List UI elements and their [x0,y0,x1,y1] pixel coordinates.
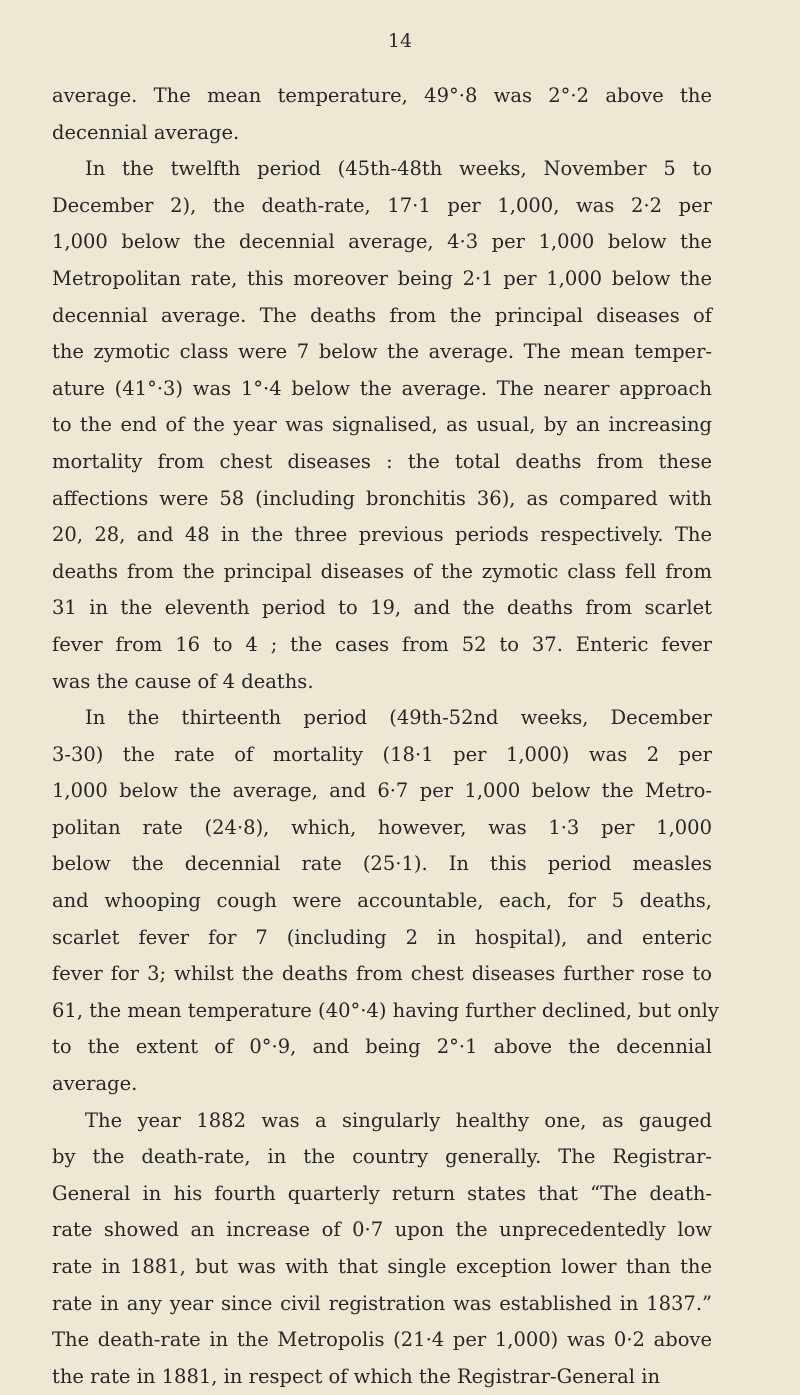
page-number: 14 [387,30,413,52]
text-line: 1,000 below the average, and 6·7 per 1,000 below the Metro- [52,779,712,803]
text-line: In the thirteenth period (49th-52nd weeks, December [85,706,712,730]
text-line: average. [52,1072,138,1096]
text-line: the zymotic class were 7 below the average. The mean temper- [52,340,712,364]
text-line: 31 in the eleventh period to 19, and the deaths from scarlet [52,596,712,620]
text-line: fever from 16 to 4 ; the cases from 52 to 37. Enteric fever [52,632,712,656]
text-line: General in his fourth quarterly return states that “The death- [52,1181,712,1205]
text-line: Metropolitan rate, this moreover being 2·1 per 1,000 below the [52,266,712,290]
text-line: rate in 1881, but was with that single exception lower than the [52,1255,712,1278]
text-line: to the end of the year was signalised, as usual, by an increasing [52,413,712,437]
text-line: by the death-rate, in the country generally. The Registrar- [52,1145,712,1169]
text-line: average. The mean temperature, 49°·8 was 2°·2 above the [52,84,712,107]
text-line: The death-rate in the Metropolis (21·4 per 1,000) was 0·2 above [52,1328,712,1352]
text-line: The year 1882 was a singularly healthy one, as gauged [85,1108,712,1132]
text-line: rate showed an increase of 0·7 upon the unprecedentedly low [52,1218,712,1242]
paragraph [52,700,719,1103]
text-line: 61, the mean temperature (40°·4) having further declined, but only [52,998,719,1022]
paragraph [52,78,712,151]
text-line: mortality from chest diseases : the total deaths from these [52,449,712,473]
paragraph [52,151,712,700]
text-line: the rate in 1881, in respect of which the Registrar-General in [52,1364,661,1388]
text-line: below the decennial rate (25·1). In this period measles [52,852,712,876]
text-line: rate in any year since civil registration was established in 1837.” [52,1291,712,1315]
text-line: was the cause of 4 deaths. [52,669,314,693]
text-line: scarlet fever for 7 (including 2 in hospital), and enteric [52,925,712,949]
text-line: 3-30) the rate of mortality (18·1 per 1,000) was 2 per [52,742,712,766]
text-line: deaths from the principal diseases of the zymotic class fell from [52,559,712,583]
text-line: affections were 58 (including bronchitis 36), as compared with [52,486,712,510]
text-line: December 2), the death-rate, 17·1 per 1,000, was 2·2 per [52,193,712,217]
paragraph [52,1103,712,1395]
text-line: decennial average. [52,120,240,144]
text-line: 20, 28, and 48 in the three previous periods respectively. The [52,523,712,547]
text-line: to the extent of 0°·9, and being 2°·1 above the decennial [52,1035,712,1059]
body-text [52,78,719,1395]
text-line: In the twelfth period (45th-48th weeks, November 5 to [85,157,712,181]
text-line: and whooping cough were accountable, each, for 5 deaths, [52,889,712,913]
text-line: politan rate (24·8), which, however, was 1·3 per 1,000 [52,815,712,839]
text-line: ature (41°·3) was 1°·4 below the average. The nearer approach [52,376,712,400]
text-line: fever for 3; whilst the deaths from chest diseases further rose to [52,962,712,986]
text-line: decennial average. The deaths from the principal diseases of [52,303,712,327]
text-line: 1,000 below the decennial average, 4·3 per 1,000 below the [52,230,712,254]
